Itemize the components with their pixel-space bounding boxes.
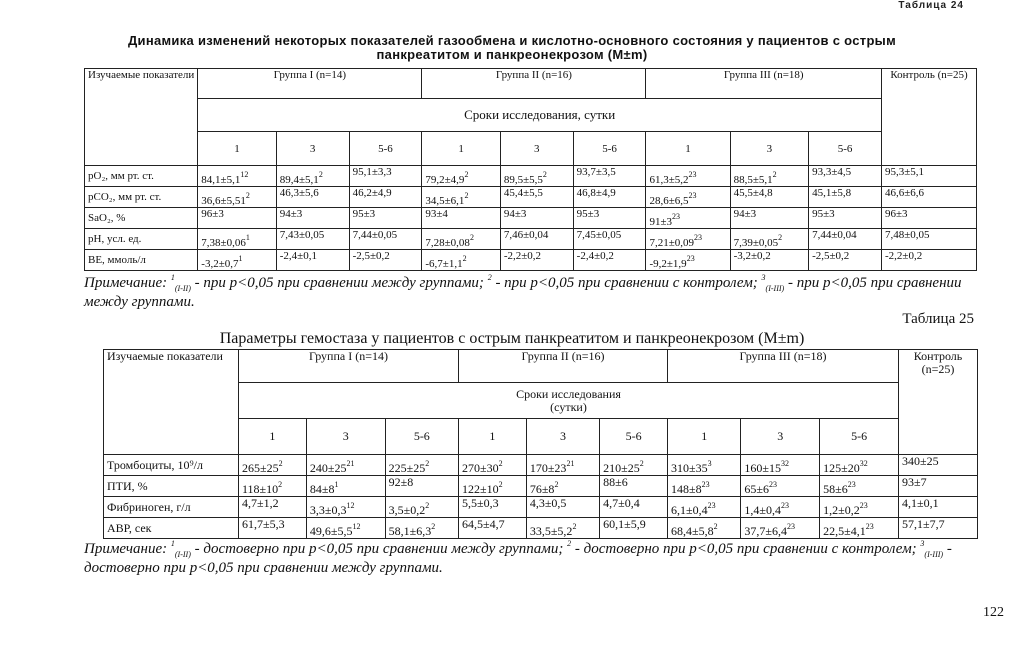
table-cell: 46,8±4,9: [573, 187, 646, 208]
table-cell: $89,4\pm 5,1^2$: [276, 166, 349, 187]
row-label: pH, усл. ед.: [85, 229, 198, 250]
table-cell: 94±3: [730, 208, 808, 229]
table-cell: 61,7±5,3: [239, 518, 307, 539]
day-header: 3: [306, 419, 385, 455]
group-1-header: Группа I (n=14): [239, 350, 459, 383]
table-cell: -2,2±0,2: [882, 250, 977, 271]
table-cell: $-6,7\pm 1,1^2$: [422, 250, 500, 271]
table-cell: 4,7±0,4: [600, 497, 668, 518]
table-cell: -2,5±0,2: [349, 250, 422, 271]
param-header: Изучаемые показатели: [85, 69, 198, 166]
table-cell: $210\pm 25^2$: [600, 455, 668, 476]
table-cell: $7,39\pm 0,05^2$: [730, 229, 808, 250]
table-cell: 46,6±6,6: [882, 187, 977, 208]
table-cell: -2,2±0,2: [500, 250, 573, 271]
gas-exchange-table: [84, 68, 977, 271]
table-cell: 93,3±4,5: [809, 166, 882, 187]
table-row: [104, 497, 978, 518]
table-cell: $-9,2\pm 1,9^{23}$: [646, 250, 730, 271]
group-3-header: Группа III (n=18): [646, 69, 882, 99]
row-label: SaO₂, %: [85, 208, 198, 229]
table-cell: 4,3±0,5: [526, 497, 599, 518]
page-number: 122: [983, 605, 1004, 620]
day-header: 5-6: [809, 132, 882, 166]
table-row: [104, 455, 978, 476]
row-label: Фибриноген, г/л: [104, 497, 239, 518]
table-cell: 340±25: [899, 455, 978, 476]
terms-header: Сроки исследования (сутки): [239, 383, 899, 419]
table-cell: $88,5\pm 5,1^2$: [730, 166, 808, 187]
day-header: 5-6: [573, 132, 646, 166]
table-cell: $7,21\pm 0,09^{23}$: [646, 229, 730, 250]
table-cell: 7,43±0,05: [276, 229, 349, 250]
table-cell: $170\pm 23^{21}$: [526, 455, 599, 476]
table-cell: $1,4\pm 0,4^{23}$: [741, 497, 820, 518]
table-cell: 57,1±7,7: [899, 518, 978, 539]
table-cell: 93±4: [422, 208, 500, 229]
param-header: Изучаемые показатели: [104, 350, 239, 455]
table-cell: 94±3: [500, 208, 573, 229]
row-label: BE, ммоль/л: [85, 250, 198, 271]
table-cell: $34,5\pm 6,1^2$: [422, 187, 500, 208]
table-cell: $160\pm 15^{32}$: [741, 455, 820, 476]
table-row: [85, 187, 977, 208]
table-cell: 7,48±0,05: [882, 229, 977, 250]
table-cell: 94±3: [276, 208, 349, 229]
row-label: Тромбоциты, 10⁹/л: [104, 455, 239, 476]
table-cell: 45,5±4,8: [730, 187, 808, 208]
day-header: 3: [730, 132, 808, 166]
table-cell: 95±3: [349, 208, 422, 229]
table-cell: 46,2±4,9: [349, 187, 422, 208]
table-cell: 95±3: [809, 208, 882, 229]
table-cell: -2,4±0,2: [573, 250, 646, 271]
table-cell: $118\pm 10^2$: [239, 476, 307, 497]
day-header: 5-6: [600, 419, 668, 455]
table-cell: 45,1±5,8: [809, 187, 882, 208]
table-cell: $61,3\pm 5,2^{23}$: [646, 166, 730, 187]
table-cell: $3,3\pm 0,3^{12}$: [306, 497, 385, 518]
table-cell: 7,44±0,04: [809, 229, 882, 250]
table-cell: 95±3: [573, 208, 646, 229]
table-cell: 92±8: [385, 476, 458, 497]
day-header: 1: [239, 419, 307, 455]
day-header: 3: [526, 419, 599, 455]
table-2-note: Примечание: $^1_{(I-II)}$ - достоверно при p<0,05 при сравнении между группами; $^2$ - достоверно при p<0,05 при сравнении с контролем; $^3_{(I-III)}$ - достоверно при p<0,05 при сравнении между группами.: [84, 539, 952, 576]
hemostasis-table: [103, 349, 978, 539]
table-cell: $76\pm 8^2$: [526, 476, 599, 497]
table-cell: $37,7\pm 6,4^{23}$: [741, 518, 820, 539]
table-cell: $58,1\pm 6,3^2$: [385, 518, 458, 539]
table-cell: $225\pm 25^2$: [385, 455, 458, 476]
table-cell: 4,7±1,2: [239, 497, 307, 518]
day-header: 5-6: [820, 419, 899, 455]
table-row: [104, 518, 978, 539]
table-cell: 95,3±5,1: [882, 166, 977, 187]
table-cell: -2,5±0,2: [809, 250, 882, 271]
table-cell: $22,5\pm 4,1^{23}$: [820, 518, 899, 539]
table-cell: -2,4±0,1: [276, 250, 349, 271]
table-cell: $91\pm 3^{23}$: [646, 208, 730, 229]
table-2-title: Параметры гемостаза у пациентов с острым панкреатитом и панкреонекрозом (M±m): [219, 330, 805, 347]
table-cell: $33,5\pm 5,2^2$: [526, 518, 599, 539]
table-cell: $84\pm 8^1$: [306, 476, 385, 497]
day-header: 1: [198, 132, 276, 166]
table-cell: $270\pm 30^2$: [458, 455, 526, 476]
table-cell: $49,6\pm 5,5^{12}$: [306, 518, 385, 539]
day-header: 5-6: [349, 132, 422, 166]
control-header: Контроль (n=25): [899, 350, 978, 455]
table-cell: $6,1\pm 0,4^{23}$: [668, 497, 741, 518]
row-label: pCO₂, мм рт. ст.: [85, 187, 198, 208]
table-24-label: Таблица 24: [898, 0, 964, 11]
table-cell: 7,44±0,05: [349, 229, 422, 250]
day-header: 3: [500, 132, 573, 166]
day-header: 3: [276, 132, 349, 166]
day-header: 1: [458, 419, 526, 455]
table-cell: 96±3: [882, 208, 977, 229]
table-cell: $310\pm 35^3$: [668, 455, 741, 476]
control-header: Контроль (n=25): [882, 69, 977, 166]
day-header: 1: [668, 419, 741, 455]
table-cell: $122\pm 10^2$: [458, 476, 526, 497]
table-cell: 88±6: [600, 476, 668, 497]
group-2-header: Группа II (n=16): [458, 350, 667, 383]
table-cell: $79,2\pm 4,9^2$: [422, 166, 500, 187]
group-3-header: Группа III (n=18): [668, 350, 899, 383]
table-cell: $89,5\pm 5,5^2$: [500, 166, 573, 187]
day-header: 1: [646, 132, 730, 166]
table-cell: 60,1±5,9: [600, 518, 668, 539]
day-header: 3: [741, 419, 820, 455]
table-row: [85, 250, 977, 271]
group-1-header: Группа I (n=14): [198, 69, 422, 99]
table-cell: 7,46±0,04: [500, 229, 573, 250]
table-cell: $68,4\pm 5,8^2$: [668, 518, 741, 539]
table-cell: $65\pm 6^{23}$: [741, 476, 820, 497]
table-cell: -3,2±0,2: [730, 250, 808, 271]
table-cell: 93,7±3,5: [573, 166, 646, 187]
table-cell: $265\pm 25^2$: [239, 455, 307, 476]
table-cell: 45,4±5,5: [500, 187, 573, 208]
table-cell: 4,1±0,1: [899, 497, 978, 518]
table-cell: $1,2\pm 0,2^{23}$: [820, 497, 899, 518]
table-cell: 5,5±0,3: [458, 497, 526, 518]
table-cell: $7,38\pm 0,06^1$: [198, 229, 276, 250]
table-row: [85, 229, 977, 250]
table-cell: $-3,2\pm 0,7^1$: [198, 250, 276, 271]
table-25-label: Таблица 25: [902, 311, 974, 327]
table-cell: $240\pm 25^{21}$: [306, 455, 385, 476]
row-label: АВР, сек: [104, 518, 239, 539]
table-row: [104, 476, 978, 497]
table-cell: 95,1±3,3: [349, 166, 422, 187]
table-row: [85, 208, 977, 229]
row-label: pO₂, мм рт. ст.: [85, 166, 198, 187]
day-header: 1: [422, 132, 500, 166]
table-cell: $36,6\pm 5,51^2$: [198, 187, 276, 208]
table-row: [85, 166, 977, 187]
table-cell: $58\pm 6^{23}$: [820, 476, 899, 497]
table-cell: 46,3±5,6: [276, 187, 349, 208]
day-header: 5-6: [385, 419, 458, 455]
table-cell: $84,1\pm 5,1^{12}$: [198, 166, 276, 187]
terms-header: Сроки исследования, сутки: [198, 99, 882, 132]
row-label: ПТИ, %: [104, 476, 239, 497]
table-1-note: Примечание: $^1_{(I-II)}$ - при p<0,05 при сравнении между группами; $^2$ - при p<0,05 при сравнении с контролем; $^3_{(I-III)}$ - при p<0,05 при сравнении между группами.: [84, 273, 962, 310]
table-cell: 7,45±0,05: [573, 229, 646, 250]
group-2-header: Группа II (n=16): [422, 69, 646, 99]
table-cell: $148\pm 8^{23}$: [668, 476, 741, 497]
table-cell: 64,5±4,7: [458, 518, 526, 539]
table-cell: $3,5\pm 0,2^2$: [385, 497, 458, 518]
table-1-title: Динамика изменений некоторых показателей газообмена и кислотно-основного состояния у пациентов с острым панкреатитом и панкреонекрозом (M±m): [127, 33, 896, 62]
table-cell: $125\pm 20^{32}$: [820, 455, 899, 476]
table-cell: 96±3: [198, 208, 276, 229]
table-cell: $7,28\pm 0,08^2$: [422, 229, 500, 250]
table-cell: $28,6\pm 6,5^{23}$: [646, 187, 730, 208]
table-cell: 93±7: [899, 476, 978, 497]
